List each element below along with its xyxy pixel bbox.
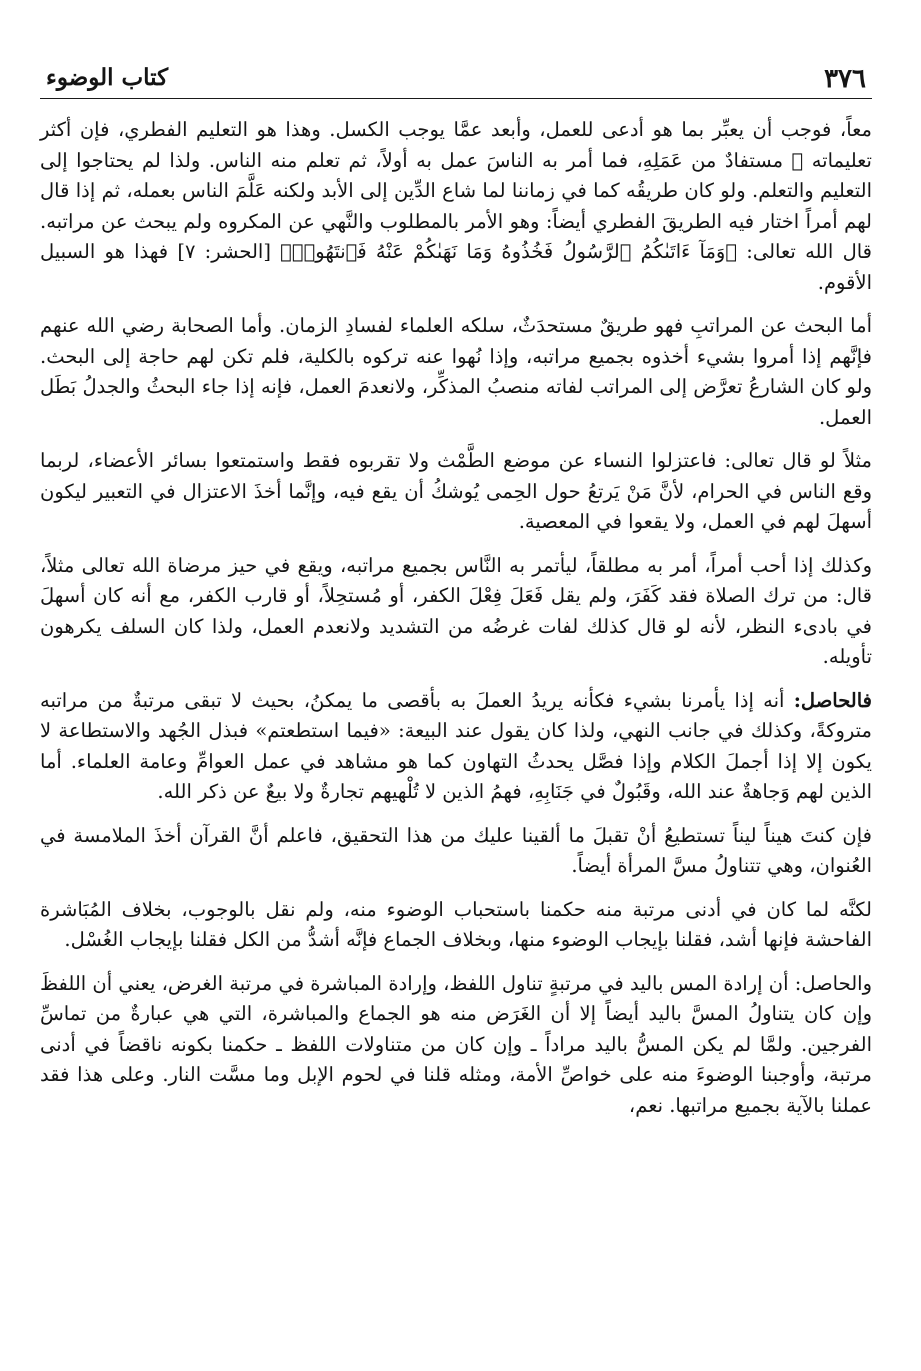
paragraph-text: لكنَّه لما كان في أدنى مرتبة منه حكمنا باستحباب الوضوء منه، ولم نقل بالوجوب، بخلاف المُبَاشرة الفاحشة فإنها أشد، فقلنا بإيجاب الوضوء منها، وبخلاف الجماع فإنَّه أشدُّ من الكل فقلنا بإيجاب الغُسْل. — [40, 897, 872, 951]
paragraph-1 — [40, 115, 872, 298]
book-page — [40, 50, 872, 1121]
paragraph-7 — [40, 895, 872, 956]
book-title: كتاب الوضوء — [46, 64, 169, 91]
paragraph-text: والحاصل: أن إرادة المس باليد في مرتبةٍ تناول اللفظ، وإرادة المباشرة في مرتبة الغرض، يعني أن اللفظَ وإن كان يتناولُ المسَّ باليد أيضاً إلا أن الغَرَض منه هو الجماع والمباشرة، التي هي عبارةٌ من تماسِّ الفرجين. ولمَّا لم يكن المسُّ باليد مراداً ـ وإن كان من متناولات اللفظ ـ حكمنا بكونه ناقضاً في أدنى مرتبة، وأوجبنا الوضوءَ منه على خواصِّ الأمة، ومثله قلنا في لحوم الإبل وما مسَّت النار. وعلى هذا فقد عملنا بالآية بجميع مراتبها. نعم، — [40, 971, 872, 1117]
paragraph-text: معاً، فوجب أن يعبِّر بما هو أدعى للعمل، وأبعد عمَّا يوجب الكسل. وهذا هو التعليم الفطري، فإن أكثر تعليماته ﷺ مستفادٌ من عَمَلِهِ، فما أمر به الناسَ عمل به أولاً، ثم تعلم منه الناس. ولذا لم يحتاجوا إلى التعليم والتعلم. ولو كان طريقُه كما في زماننا لما شاع الدِّين إلى الأبد ولكنه عَلَّمَ الناس بعمله، ثم إذا قال لهم أمراً اختار فيه الطريقَ الفطري أيضاً: وهو الأمر بالمطلوب والنَّهي عن المكروه ولم يبحث عن مراتبه. قال الله تعالى: ﴿وَمَآ ءَاتَىٰكُمُ ٱلرَّسُولُ فَخُذُوهُ وَمَا نَهَىٰكُمْ عَنْهُ فَٱنتَهُوا۟﴾ [الحشر: ٧] فهذا هو السبيل الأقوم. — [40, 118, 872, 294]
paragraph-text: مثلاً لو قال تعالى: فاعتزلوا النساء عن موضع الطَّمْث ولا تقربوه فقط واستمتعوا بسائر الأعضاء، لربما وقع الناس في الحرام، لأنَّ مَنْ يَرتعُ حول الحِمى يُوشكُ أن يقع فيه، وإنَّما أخذَ الاعتزال في التعبير ليكون أسهلَ لهم في العمل، ولا يقعوا في المعصية. — [40, 449, 872, 533]
paragraph-text: أما البحث عن المراتبِ فهو طريقٌ مستحدَثٌ، سلكه العلماء لفسادِ الزمان. وأما الصحابة رضي الله عنهم فإنَّهم إذا أمروا بشيء أخذوه بجميع مراتبه، وإذا نُهوا عنه تركوه بالكلية، فلم تكن لهم حاجة إلى البحث. ولو كان الشارعُ تعرَّض إلى المراتب لفاته منصبُ المذكِّر، ولانعدمَ العمل، فإنه إذا جاء البحثُ والجدلُ بَطَل العمل. — [40, 314, 872, 429]
paragraph-5 — [40, 686, 872, 808]
paragraph-2 — [40, 311, 872, 433]
paragraph-text: أنه إذا يأمرنا بشيء فكأنه يريدُ العملَ به بأقصى ما يمكنُ، بحيث لا تبقى مرتبةٌ من مراتبه متروكةً، وكذلك في جانب النهي، ولذا كان يقول عند البيعة: «فيما استطعتم» فبذل الجُهد والاستطاعة لا يكون إلا إذا أجملَ الكلام وإذا فصَّل يحدثُ التهاون كما هو مشاهد في عمل العوامِّ وعامة العلماء. أما الذين لهم وَجاهةٌ عند الله، وقَبُولٌ في جَنَابِهِ، فهمُ الذين لا تُلْهيهم تجارةٌ ولا بيعٌ عن ذكر الله. — [40, 688, 872, 803]
page-header — [40, 50, 872, 99]
paragraph-6 — [40, 821, 872, 882]
page-body — [40, 115, 872, 1121]
paragraph-4 — [40, 551, 872, 673]
paragraph-8 — [40, 969, 872, 1122]
paragraph-3 — [40, 446, 872, 538]
paragraph-text: وكذلك إذا أحب أمراً، أمر به مطلقاً، ليأتمر به النَّاس بجميع مراتبه، ويقع في حيز مرضاة الله تعالى مثلاً، قال: من ترك الصلاة فقد كَفَرَ، ولم يقل فَعَلَ فِعْلَ الكفر، أو مُستحِلاً، أو قارب الكفر، مع أنه كان أسهلَ في بادىء النظر، لأنه لو قال كذلك لفات غرضُه من التشديد ولانعدم العمل، ولذا كان السلف يكرهون تأويله. — [40, 553, 872, 668]
paragraph-text: فإن كنتَ هيناً ليناً تستطيعُ أنْ تقبلَ ما ألقينا عليك من هذا التحقيق، فاعلم أنَّ القرآن أخذَ الملامسة في العُنوان، وهي تتناولُ مسَّ المرأة أيضاً. — [40, 823, 872, 877]
paragraph-lead: فالحاصل: — [793, 688, 872, 712]
page-number: ٣٧٦ — [824, 64, 866, 94]
